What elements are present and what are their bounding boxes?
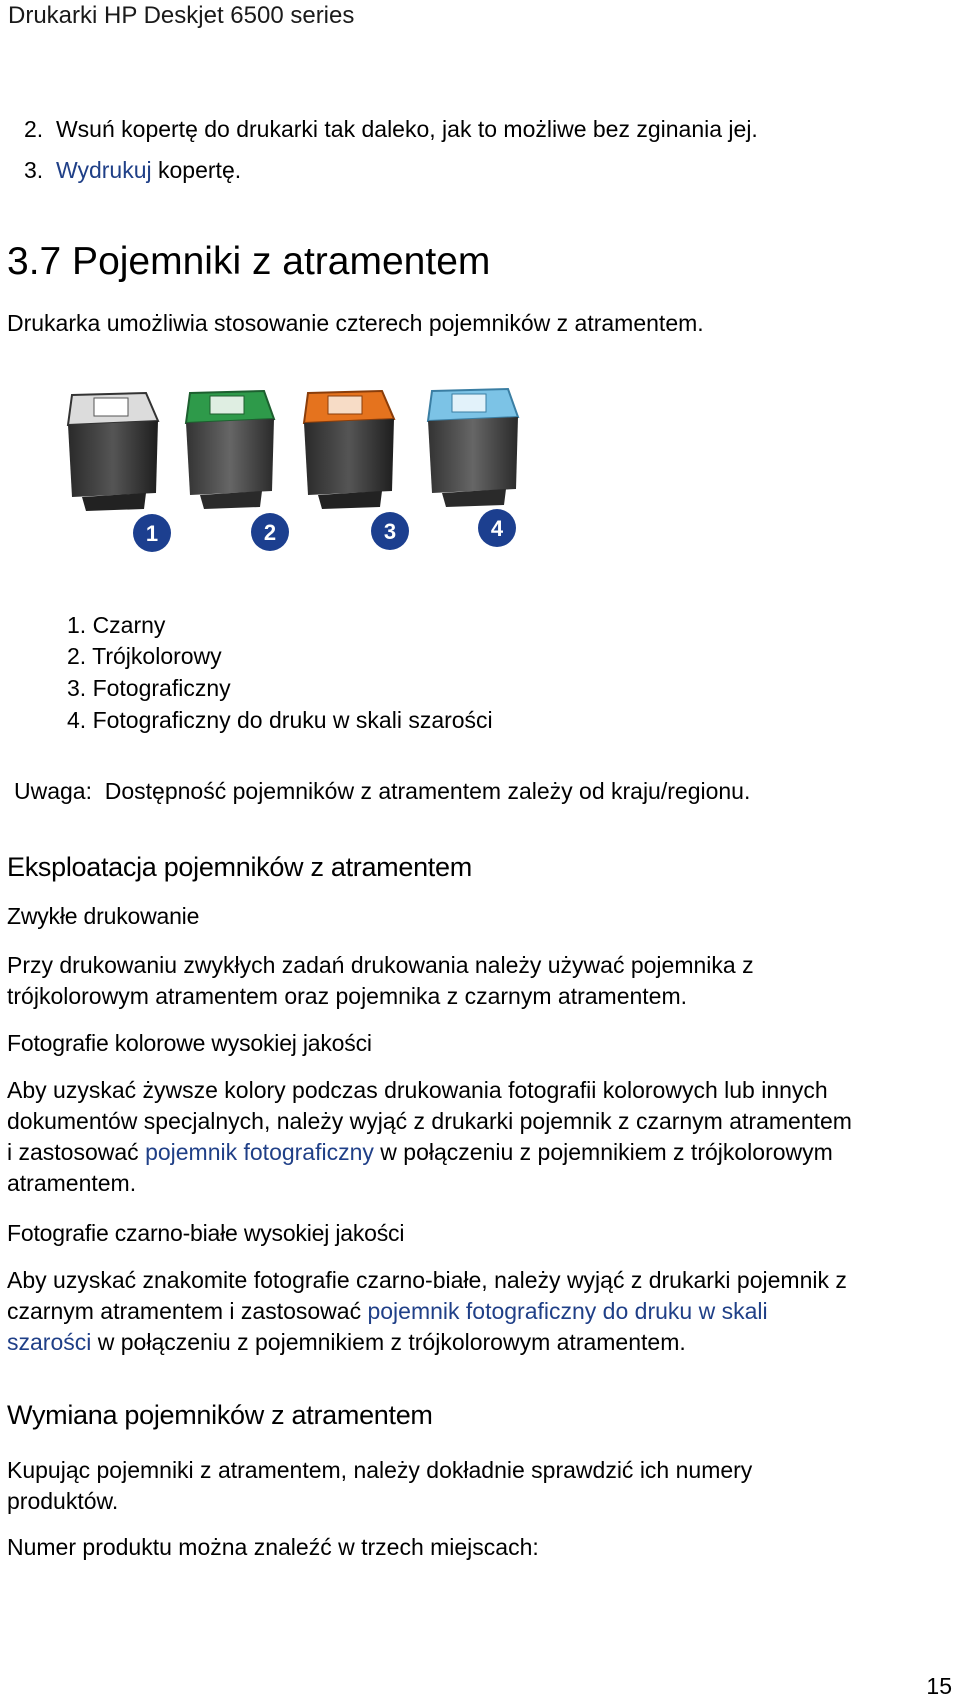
text-line: Aby uzyskać znakomite fotografie czarno-białe, należy wyjąć z drukarki pojemnik z (7, 1267, 847, 1293)
photo-cartridge-link[interactable]: pojemnik fotograficzny (145, 1139, 374, 1165)
badge-3 (371, 512, 409, 550)
text-line: Aby uzyskać żywsze kolory podczas drukowania fotografii kolorowych lub innych (7, 1077, 828, 1103)
text-line: atramentem. (7, 1170, 137, 1196)
text-line (7, 1137, 952, 1168)
step-3 (24, 157, 241, 184)
legend-item-tricolor: 2. Trójkolorowy (67, 643, 222, 669)
text-span: czarnym atramentem i zastosować (7, 1298, 368, 1324)
text-line: Przy drukowaniu zwykłych zadań drukowania należy używać pojemnika z (7, 952, 754, 978)
badge-2 (251, 513, 289, 551)
color-photo-text (7, 1075, 952, 1199)
ink-cartridges-illustration (60, 385, 560, 560)
replace-text (7, 1455, 952, 1517)
normal-printing-heading: Zwykłe drukowanie (7, 903, 200, 929)
usage-heading: Eksploatacja pojemników z atramentem (7, 852, 472, 882)
badge-4-text: 4 (490, 516, 504, 541)
normal-printing-text (7, 950, 952, 1012)
badge-1 (133, 514, 171, 552)
text-line: produktów. (7, 1488, 119, 1514)
text-line (7, 1327, 952, 1358)
legend-item-photo: 3. Fotograficzny (67, 675, 231, 701)
badge-4 (478, 509, 516, 547)
badge-3-text: 3 (383, 519, 397, 544)
gray-photo-cartridge-link-cont[interactable]: szarości (7, 1329, 92, 1355)
badge-1-text: 1 (145, 521, 159, 546)
text-line (7, 1296, 952, 1327)
step-text: kopertę. (151, 157, 242, 183)
legend-item-black: 1. Czarny (67, 612, 166, 638)
text-line: Kupując pojemniki z atramentem, należy dokładnie sprawdzić ich numery (7, 1457, 753, 1483)
print-link[interactable]: Wydrukuj (55, 157, 152, 183)
step-2 (24, 116, 758, 143)
step-number: 3. (24, 157, 44, 183)
section-title: 3.7 Pojemniki z atramentem (7, 240, 491, 283)
replace-text-2: Numer produktu można znaleźć w trzech miejscach: (7, 1534, 539, 1560)
page-header-title: Drukarki HP Deskjet 6500 series (8, 2, 355, 29)
gray-photo-cartridge-link[interactable]: pojemnik fotograficzny do druku w skali (367, 1298, 768, 1324)
note (14, 778, 750, 805)
photo-cartridge-image (304, 391, 394, 509)
tricolor-cartridge-image (186, 391, 274, 509)
section-intro: Drukarka umożliwia stosowanie czterech pojemników z atramentem. (7, 310, 704, 336)
legend-item-gray-photo: 4. Fotograficzny do druku w skali szarości (67, 707, 493, 733)
bw-photo-heading: Fotografie czarno-białe wysokiej jakości (7, 1220, 405, 1246)
bw-photo-text (7, 1265, 952, 1358)
step-number: 2. (24, 116, 44, 142)
badge-2-text: 2 (263, 520, 277, 545)
text-span: w połączeniu z pojemnikiem z trójkolorowym atramentem. (91, 1329, 686, 1355)
note-text: Dostępność pojemników z atramentem zależy od kraju/regionu. (104, 778, 751, 804)
note-label: Uwaga: (14, 778, 92, 804)
gray-photo-cartridge-image (428, 389, 518, 507)
black-cartridge-image (68, 393, 158, 511)
replace-heading: Wymiana pojemników z atramentem (7, 1400, 433, 1430)
step-text: Wsuń kopertę do drukarki tak daleko, jak to możliwe bez zginania jej. (55, 116, 758, 142)
text-line: trójkolorowym atramentem oraz pojemnika z czarnym atramentem. (7, 983, 688, 1009)
text-span: w połączeniu z pojemnikiem z trójkolorowym (373, 1139, 833, 1165)
page-number: 15 (926, 1673, 952, 1699)
text-span: i zastosować (7, 1139, 146, 1165)
text-line: dokumentów specjalnych, należy wyjąć z drukarki pojemnik z czarnym atramentem (7, 1108, 852, 1134)
color-photo-heading: Fotografie kolorowe wysokiej jakości (7, 1030, 372, 1056)
